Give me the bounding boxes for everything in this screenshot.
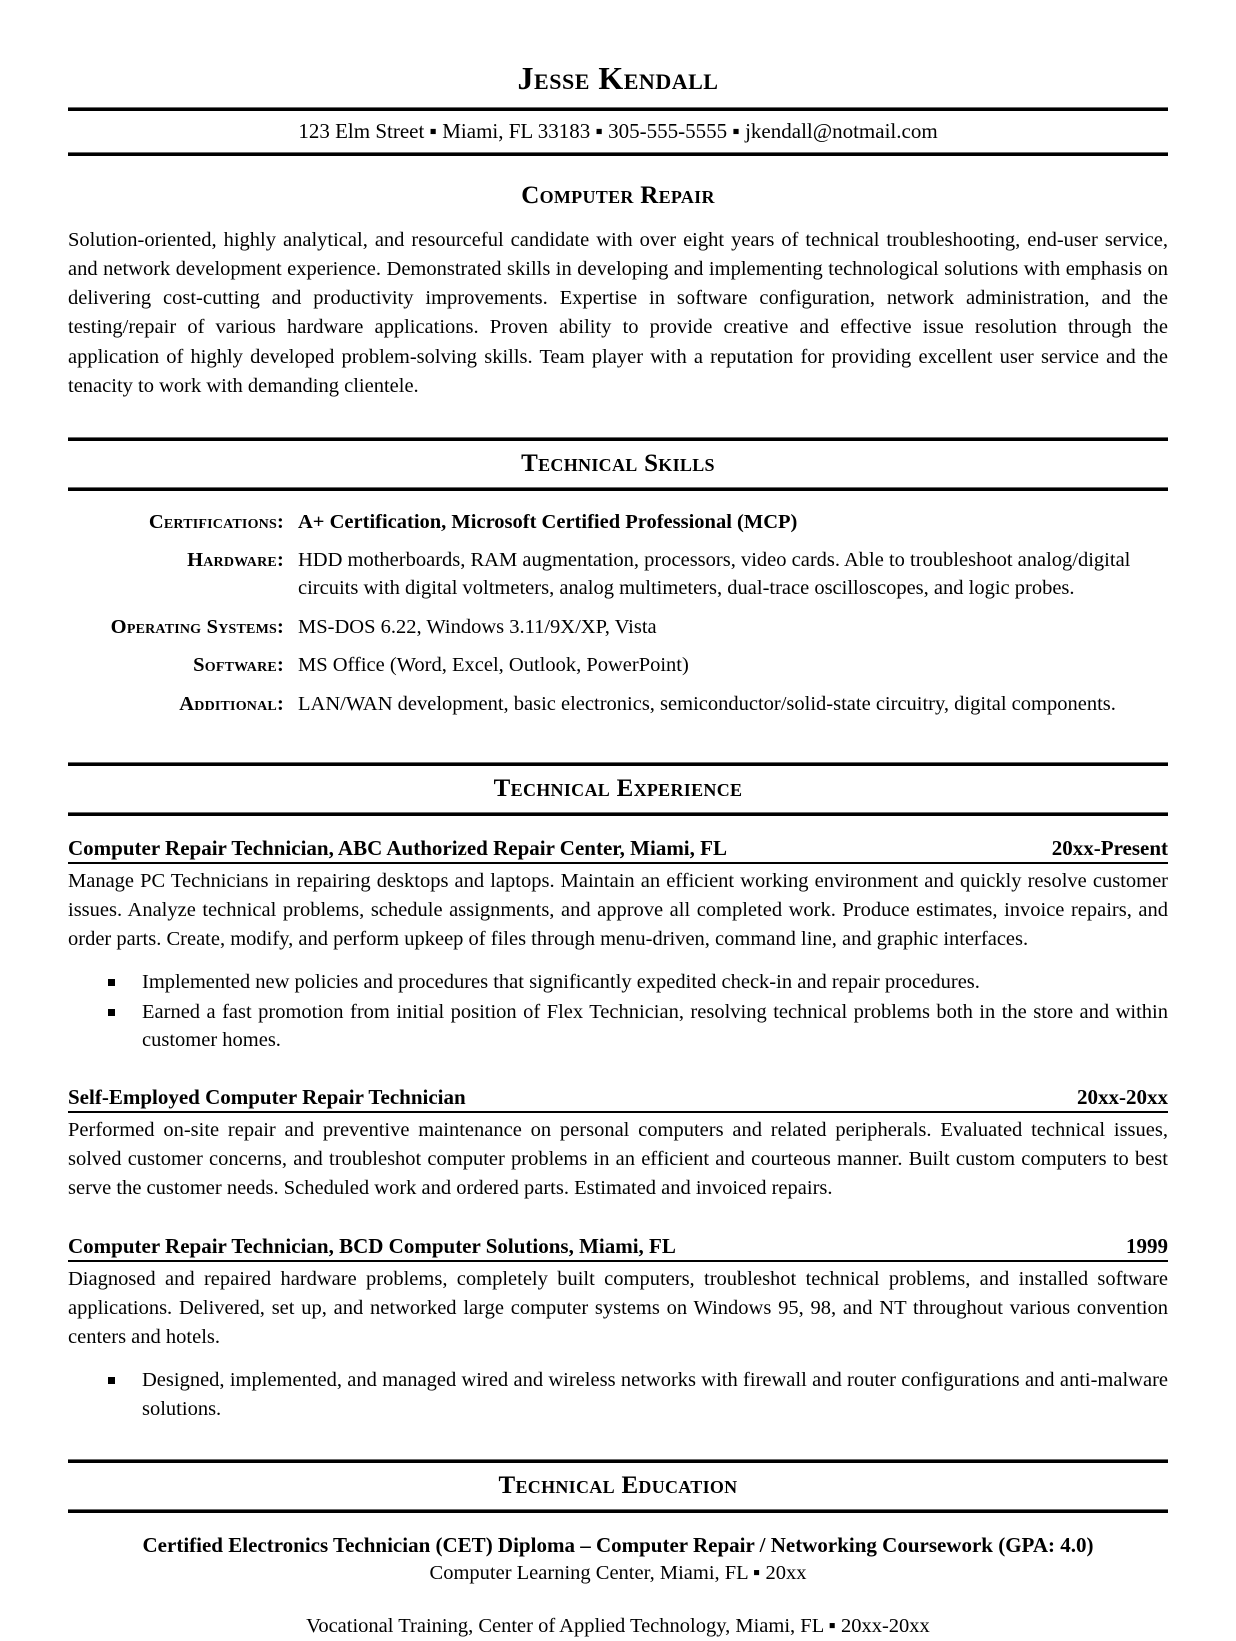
job-description: Diagnosed and repaired hardware problems, completely built computers, troubleshot technical problems, and installed software applications. Delivered, set up, and networked large computer systems on Windows 95, 98, and NT throughout various convention centers and hotels. (68, 1267, 1168, 1348)
job-heading (68, 1234, 1168, 1262)
skill-label-operating-systems: Operating Systems: (110, 615, 284, 638)
education-entry-secondary: Vocational Training, Center of Applied Technology, Miami, FL ▪ 20xx-20xx (306, 1615, 930, 1638)
job-title: Self-Employed Computer Repair Technician (68, 1085, 466, 1110)
education-heading: Technical Education (498, 1472, 738, 1500)
table-row (68, 547, 1168, 613)
candidate-name: Jesse Kendall (517, 60, 719, 96)
education-institution: Computer Learning Center, Miami, FL ▪ 20xx (429, 1561, 807, 1584)
education-entry-primary (68, 1531, 1168, 1587)
table-row (68, 652, 1168, 691)
job-heading (68, 836, 1168, 864)
job-dates: 20xx-Present (1051, 835, 1168, 860)
job-bullet-list (68, 968, 1168, 1055)
job-dates: 1999 (1126, 1233, 1168, 1258)
education-rule-bottom (68, 1509, 1168, 1513)
job-entry (68, 836, 1168, 1055)
list-item: Earned a fast promotion from initial position of Flex Technician, resolving technical problems both in the store and within customer homes. (68, 998, 1168, 1055)
contact-line: 123 Elm Street ▪ Miami, FL 33183 ▪ 305-555-5555 ▪ jkendall@notmail.com (298, 118, 938, 143)
job-entry (68, 1234, 1168, 1424)
skill-label-certifications: Certifications: (148, 510, 284, 533)
experience-rule-bottom (68, 812, 1168, 816)
resume-content (68, 0, 1168, 1641)
skill-value-certifications: A+ Certification, Microsoft Certified Professional (MCP) (298, 510, 798, 533)
skill-value-additional: LAN/WAN development, basic electronics, semiconductor/solid-state circuitry, digital components. (298, 693, 1116, 716)
table-row (68, 509, 1168, 548)
experience-heading: Technical Experience (493, 774, 743, 802)
skill-value-hardware: HDD motherboards, RAM augmentation, processors, video cards. Able to troubleshoot analog/digital circuits with digital voltmeters, analog multimeters, dual-trace oscilloscopes, and logic probes. (298, 549, 1131, 600)
skill-label-additional: Additional: (179, 693, 284, 716)
skill-value-software: MS Office (Word, Excel, Outlook, PowerPoint) (298, 654, 689, 677)
job-description: Performed on-site repair and preventive maintenance on personal computers and related peripherals. Evaluated technical issues, solved customer concerns, and troubleshot computer problems in an efficient and courteous manner. Built custom computers to best serve the customer needs. Scheduled work and ordered parts. Estimated and invoiced repairs. (68, 1119, 1168, 1200)
job-dates: 20xx-20xx (1077, 1085, 1168, 1110)
objective-title: Computer Repair (521, 182, 715, 210)
skills-table (68, 509, 1168, 730)
table-row (68, 691, 1168, 730)
section-technical-skills (68, 437, 1168, 730)
skills-rule-bottom (68, 487, 1168, 491)
job-title: Computer Repair Technician, ABC Authorized Repair Center, Miami, FL (68, 835, 727, 860)
list-item: Designed, implemented, and managed wired and wireless networks with firewall and router configurations and anti-malware solutions. (68, 1366, 1168, 1423)
skill-label-hardware: Hardware: (187, 549, 284, 572)
skills-heading: Technical Skills (521, 449, 715, 477)
job-description: Manage PC Technicians in repairing desktops and laptops. Maintain an efficient working environment and quickly resolve customer issues. Analyze technical problems, schedule assignments, and approve all completed work. Produce estimates, invoice repairs, and order parts. Create, modify, and perform upkeep of files through menu-driven, command line, and graphic interfaces. (68, 869, 1168, 950)
job-bullet-list (68, 1366, 1168, 1423)
skill-value-operating-systems: MS-DOS 6.22, Windows 3.11/9X/XP, Vista (298, 615, 657, 638)
list-item: Implemented new policies and procedures that significantly expedited check-in and repair procedures. (68, 968, 1168, 997)
job-entry (68, 1085, 1168, 1203)
section-technical-education (68, 1459, 1168, 1641)
table-row (68, 614, 1168, 653)
skill-label-software: Software: (193, 654, 284, 677)
education-degree: Certified Electronics Technician (CET) Diploma – Computer Repair / Networking Coursework (GPA: 4.0) (142, 1533, 1094, 1558)
job-title: Computer Repair Technician, BCD Computer Solutions, Miami, FL (68, 1233, 676, 1258)
section-technical-experience (68, 762, 1168, 1423)
job-heading (68, 1085, 1168, 1113)
summary-paragraph: Solution-oriented, highly analytical, and resourceful candidate with over eight years of technical troubleshooting, end-user service, and network development experience. Demonstrated skills in developing and implementing technological solutions with emphasis on delivering cost-cutting and productivity improvements. Expertise in software configuration, network administration, and the testing/repair of various hardware applications. Proven ability to provide creative and effective issue resolution through the application of highly developed problem-solving skills. Team player with a reputation for providing excellent user service and the tenacity to work with demanding clientele. (68, 229, 1168, 397)
